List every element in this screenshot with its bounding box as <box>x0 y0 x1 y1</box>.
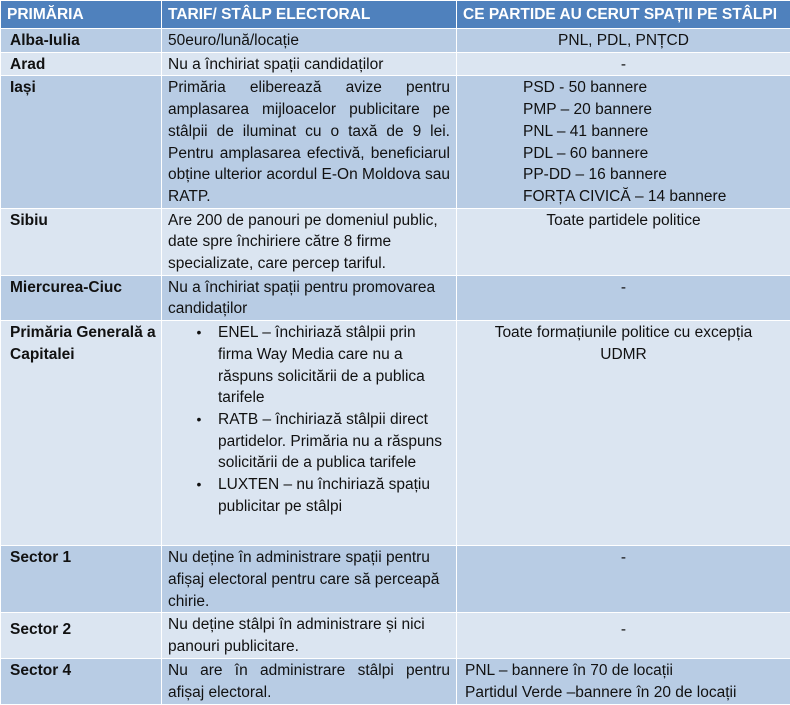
table-header-row <box>1 1 790 29</box>
parties-cell: Toate formațiunile politice cu excepția UDMR <box>457 321 790 546</box>
city-cell: Alba-Iulia <box>1 29 162 53</box>
city-cell: Arad <box>1 52 162 76</box>
parties-cell: - <box>457 546 790 613</box>
list-item: • LUXTEN – nu închiriază spațiu publicitar pe stâlpi <box>162 474 456 517</box>
tariff-cell: Primăria eliberează avize pentru amplasarea mijloacelor publicitare pe stâlpii de iluminat cu o taxă de 9 lei. Pentru amplasarea efectivă, beneficiarul obține ulterior acordul E-On Moldova sau RATP. <box>162 76 457 208</box>
party-entry: PNL – 41 bannere <box>523 121 782 143</box>
city-cell: Sector 1 <box>1 546 162 613</box>
table-row <box>1 76 790 208</box>
parties-cell: PNL, PDL, PNȚCD <box>457 29 790 53</box>
parties-cell: Toate partidele politice <box>457 208 790 275</box>
header-primaria: PRIMĂRIA <box>1 1 162 29</box>
parties-cell <box>457 76 790 208</box>
list-item: • ENEL – închiriază stâlpii prin firma Way Media care nu a răspuns solicitării de a publica tarifele <box>162 322 456 409</box>
parties-cell: - <box>457 613 790 659</box>
tariff-cell: Nu a închiriat spații pentru promovarea candidaților <box>162 275 457 320</box>
table-row <box>1 275 790 320</box>
city-cell: Sibiu <box>1 208 162 275</box>
city-cell: Sector 4 <box>1 659 162 704</box>
city-cell: Sector 2 <box>1 613 162 659</box>
party-entry: FORȚA CIVICĂ – 14 bannere <box>523 186 782 208</box>
city-cell: Primăria Generală a Capitalei <box>1 321 162 546</box>
table-row <box>1 613 790 659</box>
tariff-cell: Nu a închiriat spații candidaților <box>162 52 457 76</box>
city-cell: Miercurea-Ciuc <box>1 275 162 320</box>
table-row <box>1 659 790 704</box>
bullet-icon: • <box>192 322 206 344</box>
header-tarif: TARIF/ STÂLP ELECTORAL <box>162 1 457 29</box>
table-row <box>1 52 790 76</box>
parties-cell: - <box>457 52 790 76</box>
tariff-cell: Nu deține în administrare spații pentru afișaj electoral pentru care să perceapă chirie. <box>162 546 457 613</box>
party-entry: Partidul Verde –bannere în 20 de locații <box>465 682 782 704</box>
party-entry: PP-DD – 16 bannere <box>523 164 782 186</box>
party-entry: PMP – 20 bannere <box>523 99 782 121</box>
bullet-icon: • <box>192 474 206 496</box>
tariff-cell: Are 200 de panouri pe domeniul public, date spre închiriere către 8 firme specializate, care percep tariful. <box>162 208 457 275</box>
table-row <box>1 321 790 546</box>
party-entry: PDL – 60 bannere <box>523 143 782 165</box>
header-partide: CE PARTIDE AU CERUT SPAȚII PE STÂLPI <box>457 1 790 29</box>
table-row <box>1 29 790 53</box>
tariff-cell: Nu deține stâlpi în administrare și nici panouri publicitare. <box>162 613 457 659</box>
party-entry: PSD - 50 bannere <box>523 77 782 99</box>
bullet-list <box>162 322 456 517</box>
parties-cell <box>457 659 790 704</box>
bullet-icon: • <box>192 409 206 431</box>
parties-cell: - <box>457 275 790 320</box>
tariff-cell: Nu are în administrare stâlpi pentru afișaj electoral. <box>162 659 457 704</box>
city-cell: Iași <box>1 76 162 208</box>
party-entry: PNL – bannere în 70 de locații <box>465 660 782 682</box>
table-row <box>1 208 790 275</box>
tariff-cell: 50euro/lună/locație <box>162 29 457 53</box>
table-row <box>1 546 790 613</box>
list-item: • RATB – închiriază stâlpii direct partidelor. Primăria nu a răspuns solicitării de a publica tarifele <box>162 409 456 474</box>
tariff-cell <box>162 321 457 546</box>
